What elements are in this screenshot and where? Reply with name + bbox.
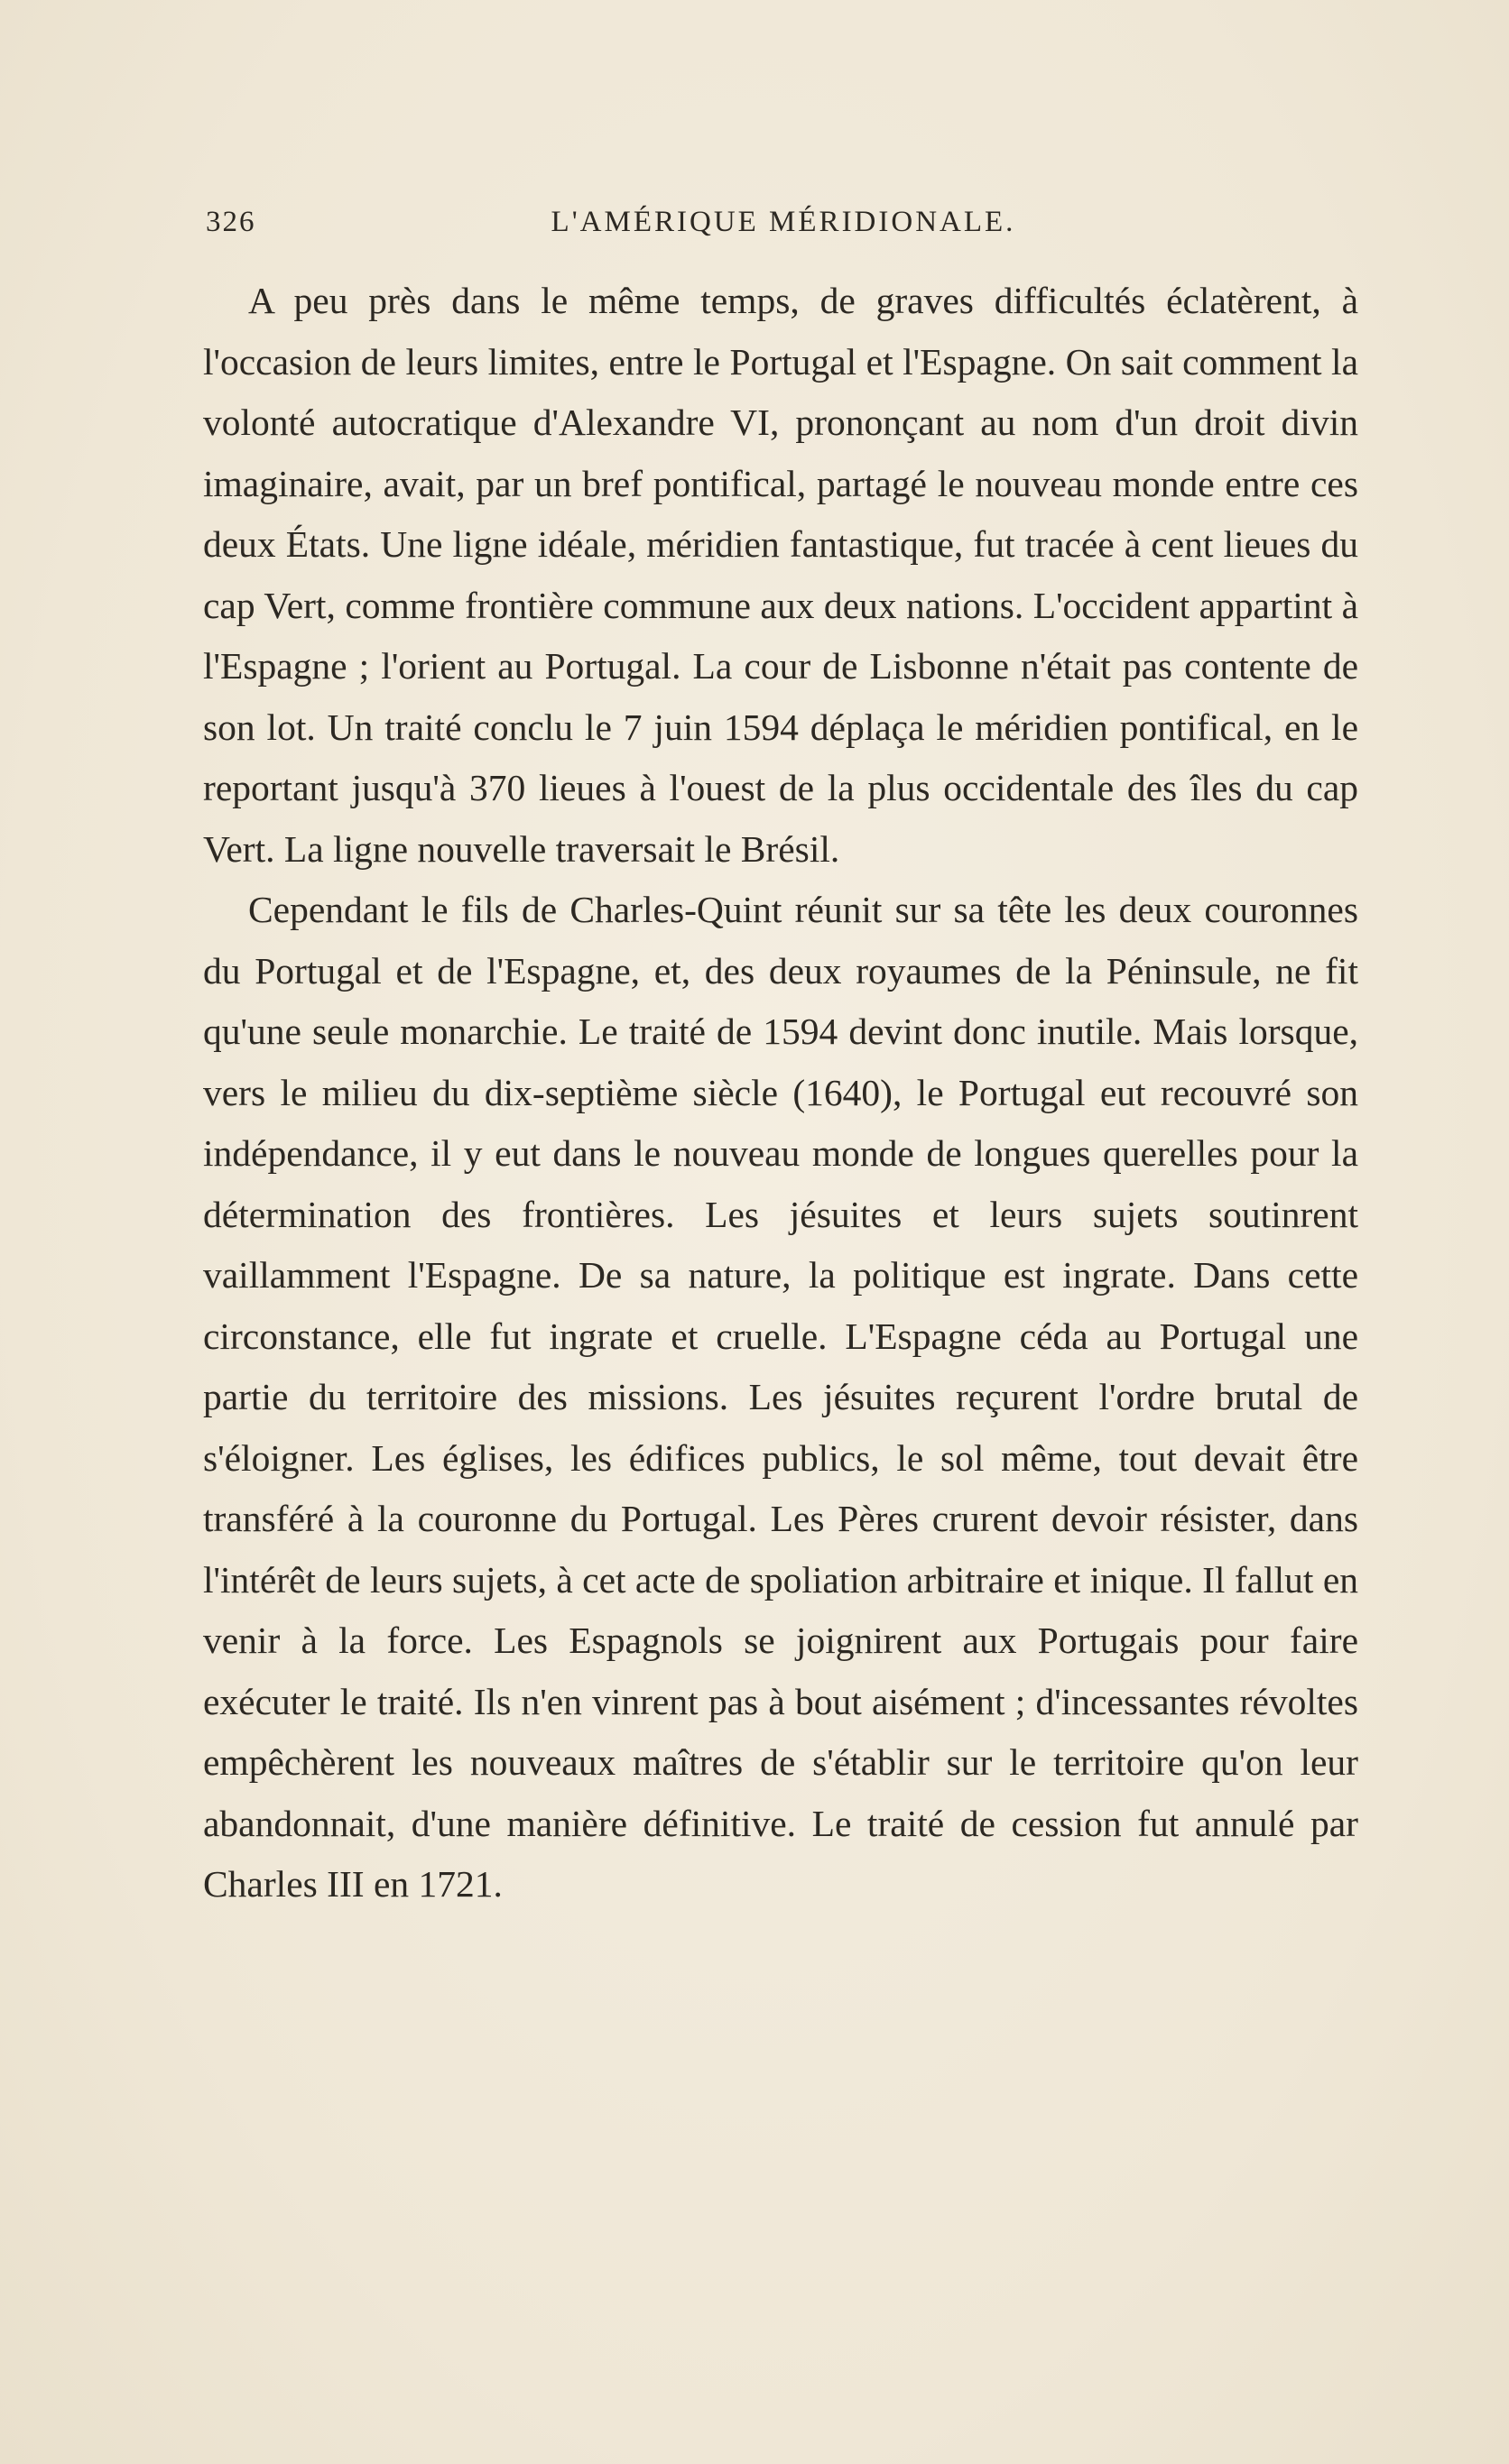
page-number: 326 [206, 206, 256, 238]
paragraph: A peu près dans le même temps, de graves difficultés éclatèrent, à l'occasion de leurs limites, entre le Portugal et l'Espagne. On sait comment la volonté autocratique d'Alexandre VI, prononçant au nom d'un droit divin imaginaire, avait, par un bref pontifical, partagé le nouveau monde entre ces deux États. Une ligne idéale, méridien fantastique, fut tracée à cent lieues du cap Vert, comme frontière commune aux deux nations. L'occident appartint à l'Espagne ; l'orient au Portugal. La cour de Lisbonne n'était pas contente de son lot. Un traité conclu le 7 juin 1594 déplaça le méridien pontifical, en le reportant jusqu'à 370 lieues à l'ouest de la plus occidentale des îles du cap Vert. La ligne nouvelle traversait le Brésil. [203, 280, 1358, 870]
paragraph: Cependant le fils de Charles-Quint réunit sur sa tête les deux couronnes du Portugal et de l'Espagne, et, des deux royaumes de la Péninsule, ne fit qu'une seule monarchie. Le traité de 1594 devint donc inutile. Mais lorsque, vers le milieu du dix-septième siècle (1640), le Portugal eut recouvré son indépendance, il y eut dans le nouveau monde de longues querelles pour la détermination des frontières. Les jésuites et leurs sujets soutinrent vaillamment l'Espagne. De sa nature, la politique est ingrate. Dans cette circonstance, elle fut ingrate et cruelle. L'Espagne céda au Portugal une partie du territoire des missions. Les jésuites reçurent l'ordre brutal de s'éloigner. Les églises, les édifices publics, le sol même, tout devait être transféré à la couronne du Portugal. Les Pères crurent devoir résister, dans l'intérêt de leurs sujets, à cet acte de spoliation arbitraire et inique. Il fallut en venir à la force. Les Espagnols se joignirent aux Portugais pour faire exécuter le traité. Ils n'en vinrent pas à bout aisément ; d'incessantes révoltes empêchèrent les nouveaux maîtres de s'établir sur le territoire qu'on leur abandonnait, d'une manière définitive. Le traité de cession fut annulé par Charles III en 1721. [203, 889, 1358, 1905]
running-head [206, 206, 1361, 249]
running-title: L'AMÉRIQUE MÉRIDIONALE. [551, 206, 1016, 238]
body-text [203, 271, 1358, 1915]
